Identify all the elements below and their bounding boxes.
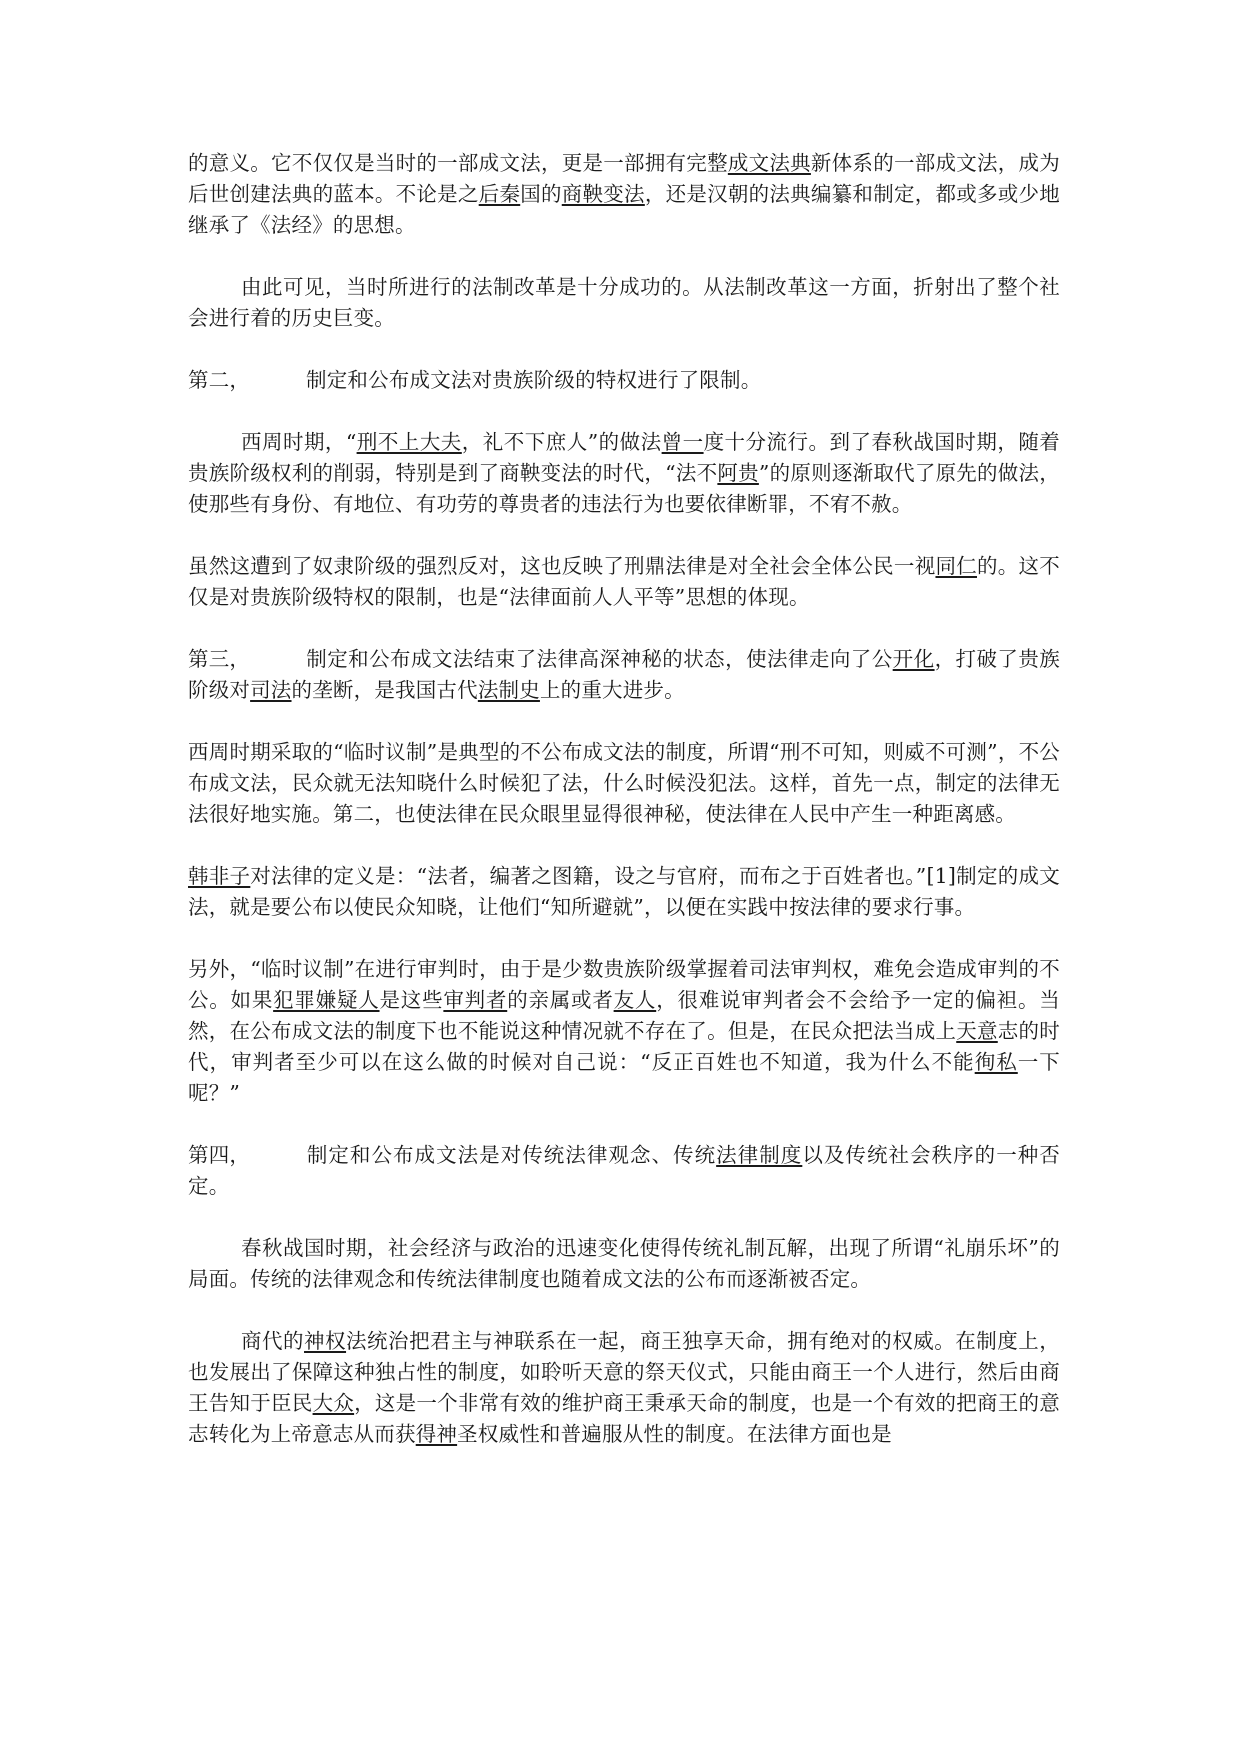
text-run: ，礼不下庶人”的做法 xyxy=(461,430,662,454)
underlined-term: 刑不上大夫 xyxy=(356,430,462,454)
document-body xyxy=(188,148,1060,1450)
underlined-term: 同仁 xyxy=(935,554,977,578)
text-run: 西周时期采取的“临时议制”是典型的不公布成文法的制度，所谓“刑不可知，则威不可测”，不公布成文法，民众就无法知晓什么时候犯了法，什么时候没犯法。这样，首先一点，制定的法律无法很好地实施。第二，也使法律在民众眼里显得很神秘，使法律在人民中产生一种距离感。 xyxy=(188,740,1060,826)
underlined-term: 法律制度 xyxy=(716,1143,803,1167)
text-run: 以及传统社会秩序的一种否定。 xyxy=(188,1143,1060,1198)
text-run: ，很难说审判者会不会给予一定的偏袒。当然，在公布成文法的制度下也不能说这种情况就不存在了。但是，在民众把法当成上 xyxy=(188,988,1060,1043)
paragraph xyxy=(188,1326,1060,1450)
text-run: 法统治把君主与神联系在一起，商王独享天命，拥有绝对的权威。在制度上，也发展出了保障这种独占性的制度，如聆听天意的祭天仪式，只能由商王一个人进行，然后由商王告知于臣民 xyxy=(188,1329,1060,1415)
underlined-term: 犯罪嫌疑人 xyxy=(273,988,380,1012)
section-label: 第三， xyxy=(188,647,251,671)
paragraph xyxy=(188,644,1060,706)
underlined-term: 成文法典 xyxy=(727,151,811,175)
text-run: 制定和公布成文法对贵族阶级的特权进行了限制。 xyxy=(306,368,762,392)
underlined-term: 友人 xyxy=(613,988,657,1012)
paragraph xyxy=(188,861,1060,923)
section-label: 第二， xyxy=(188,368,251,392)
text-run: 的垄断，是我国古代 xyxy=(291,678,478,702)
paragraph xyxy=(188,365,1060,396)
text-run: 国的 xyxy=(520,182,562,206)
underlined-term: 法制史 xyxy=(477,678,540,702)
text-run: 由此可见，当时所进行的法制改革是十分成功的。从法制改革这一方面，折射出了整个社会进行着的历史巨变。 xyxy=(188,275,1060,330)
text-run: 另外，“临时议制”在进行审判时，由于是少数贵族阶级掌握着司法审判权，难免会造成审判的不公。如果 xyxy=(188,957,1060,1012)
text-run: 一下呢？” xyxy=(188,1050,1060,1105)
underlined-term: 韩非子 xyxy=(188,864,251,888)
paragraph xyxy=(188,272,1060,334)
underlined-term: 阿贵 xyxy=(717,461,759,485)
underlined-term: 神权 xyxy=(304,1329,347,1353)
text-run: 度十分流行。到了春秋战国时期，随着贵族阶级权利的削弱，特别是到了商鞅变法的时代，“法不 xyxy=(188,430,1060,485)
text-run: 志的时代，审判者至少可以在这么做的时候对自己说：“反正百姓也不知道，我为什么不能 xyxy=(188,1019,1060,1074)
text-run: 的意义。它不仅仅是当时的一部成文法，更是一部拥有完整 xyxy=(188,151,728,175)
underlined-term: 徇私 xyxy=(974,1050,1018,1074)
text-run: 的亲属或者 xyxy=(507,988,614,1012)
text-run: ”的原则逐渐取代了原先的做法，使那些有身份、有地位、有功劳的尊贵者的违法行为也要依律断罪，不宥不赦。 xyxy=(188,461,1060,516)
underlined-term: 大众 xyxy=(312,1391,355,1415)
underlined-term: 天意 xyxy=(956,1019,998,1043)
paragraph xyxy=(188,427,1060,520)
paragraph xyxy=(188,1233,1060,1295)
underlined-term: 开化 xyxy=(892,647,935,671)
paragraph xyxy=(188,551,1060,613)
paragraph xyxy=(188,1140,1060,1202)
underlined-term: 得神 xyxy=(415,1422,458,1446)
text-run: 虽然这遭到了奴隶阶级的强烈反对，这也反映了刑鼎法律是对全社会全体公民一视 xyxy=(188,554,936,578)
text-run: ，这是一个非常有效的维护商王秉承天命的制度，也是一个有效的把商王的意志转化为上帝意志从而获 xyxy=(188,1391,1060,1446)
paragraph xyxy=(188,148,1060,241)
text-run: ，还是汉朝的法典编纂和制定，都或多或少地继承了《法经》的思想。 xyxy=(188,182,1060,237)
text-run: 是这些 xyxy=(379,988,444,1012)
text-run: 的。这不仅是对贵族阶级特权的限制，也是“法律面前人人平等”思想的体现。 xyxy=(188,554,1060,609)
paragraph xyxy=(188,737,1060,830)
text-run: 对法律的定义是：“法者，编著之图籍，设之与官府，而布之于百姓者也。”[1]制定的成文法，就是要公布以使民众知晓，让他们“知所避就”，以便在实践中按法律的要求行事。 xyxy=(188,864,1060,919)
underlined-term: 审判者 xyxy=(443,988,508,1012)
text-run: 圣权威性和普遍服从性的制度。在法律方面也是 xyxy=(457,1422,892,1446)
text-run: 春秋战国时期，社会经济与政治的迅速变化使得传统礼制瓦解，出现了所谓“礼崩乐坏”的局面。传统的法律观念和传统法律制度也随着成文法的公布而逐渐被否定。 xyxy=(188,1236,1060,1291)
text-run: 制定和公布成文法结束了法律高深神秘的状态，使法律走向了公 xyxy=(306,647,893,671)
section-label: 第四， xyxy=(188,1143,251,1167)
text-run: 制定和公布成文法是对传统法律观念、传统 xyxy=(306,1143,717,1167)
underlined-term: 曾一 xyxy=(661,430,704,454)
text-run: 新体系的一部成文法，成为后世创建法典的蓝本。不论是之 xyxy=(188,151,1060,206)
text-run: 西周时期，“ xyxy=(241,430,357,454)
underlined-term: 商鞅变法 xyxy=(561,182,645,206)
paragraph xyxy=(188,954,1060,1109)
underlined-term: 后秦 xyxy=(478,182,521,206)
text-run: ，打破了贵族阶级对 xyxy=(188,647,1060,702)
text-run: 上的重大进步。 xyxy=(539,678,685,702)
text-run: 商代的 xyxy=(241,1329,305,1353)
underlined-term: 司法 xyxy=(250,678,292,702)
